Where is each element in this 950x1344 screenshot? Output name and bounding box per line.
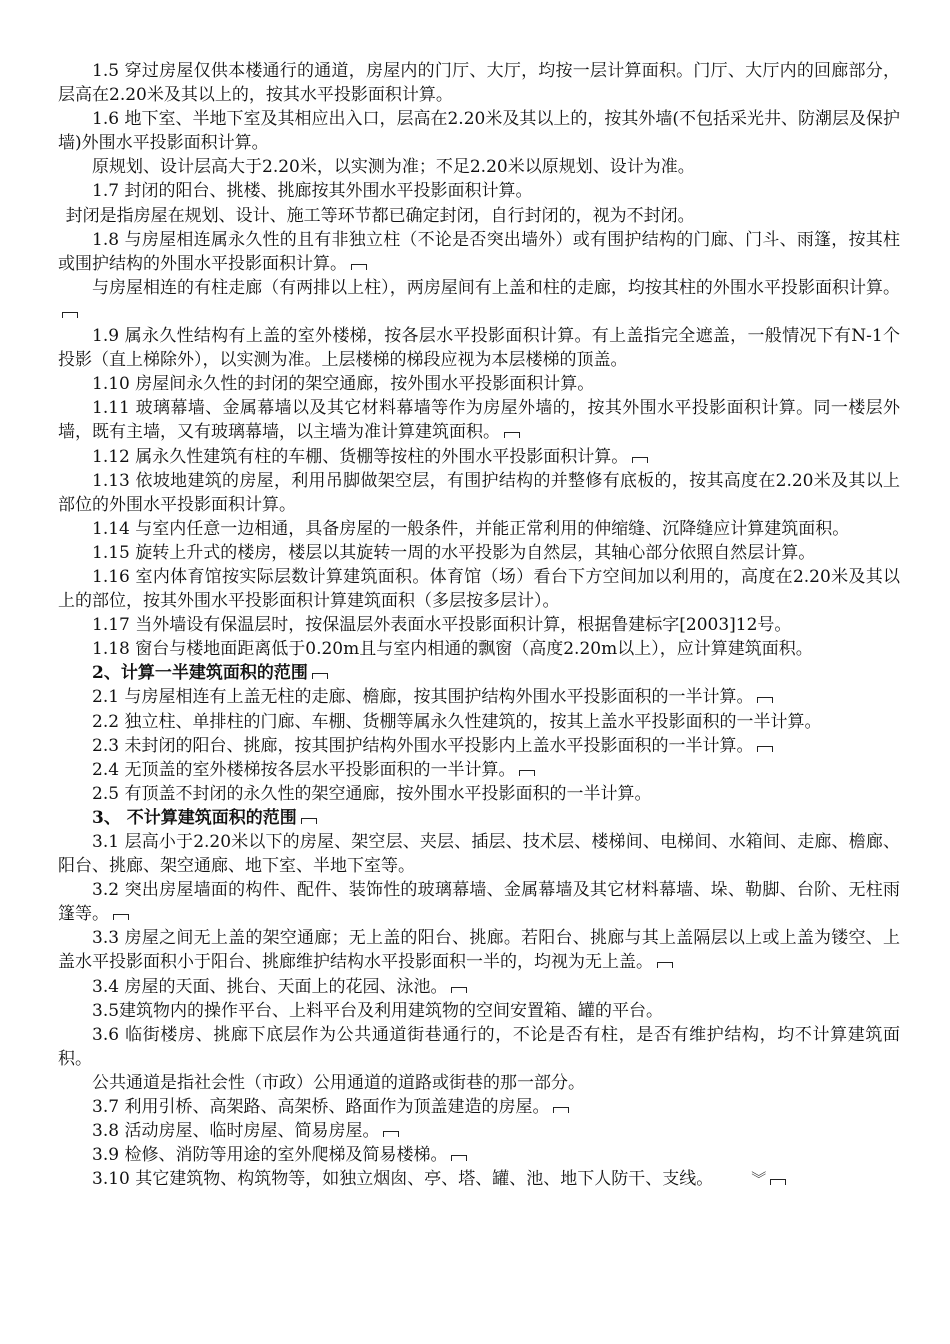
paragraph <box>58 999 900 1023</box>
paragraph <box>58 155 900 179</box>
paragraph-text: 3.2 突出房屋墙面的构件、配件、装饰性的玻璃幕墙、金属幕墙及其它材料幕墙、垛、勒脚、台阶、无柱雨篷等。 <box>58 880 900 925</box>
paragraph-text: 1.9 属永久性结构有上盖的室外楼梯，按各层水平投影面积计算。有上盖指完全遮盖，一般情况下有N-1个投影（直上梯除外），以实测为准。上层楼梯的梯段应视为本层楼梯的顶盖。 <box>58 326 900 371</box>
paragraph <box>58 830 900 878</box>
paragraph <box>58 878 900 926</box>
paragraph-text: 3.9 检修、消防等用途的室外爬梯及简易楼梯。 <box>92 1145 448 1166</box>
paragraph-mark-icon <box>301 818 317 824</box>
paragraph-mark-icon <box>553 1107 569 1113</box>
paragraph <box>58 324 900 372</box>
paragraph-mark-icon <box>113 914 129 920</box>
paragraph-text: 1.8 与房屋相连属永久性的且有非独立柱（不论是否突出墙外）或有围护结构的门廊、门斗、雨篷，按其柱或围护结构的外围水平投影面积计算。 <box>58 229 900 274</box>
paragraph <box>58 1071 900 1095</box>
paragraph-mark-icon <box>451 1155 467 1161</box>
paragraph-text: 2.4 无顶盖的室外楼梯按各层水平投影面积的一半计算。 <box>92 759 516 780</box>
paragraph-text: 2.3 未封闭的阳台、挑廊，按其围护结构外围水平投影内上盖水平投影面积的一半计算。 <box>92 735 754 756</box>
paragraph-mark-icon <box>312 673 328 679</box>
paragraph <box>58 276 900 324</box>
paragraph <box>58 541 900 565</box>
paragraph <box>58 613 900 637</box>
paragraph <box>58 685 900 709</box>
paragraph-text: 3.3 房屋之间无上盖的架空通廊；无上盖的阳台、挑廊。若阳台、挑廊与其上盖隔层以上或上盖为镂空、上盖水平投影面积小于阳台、挑廊维护结构水平投影面积一半的，均视为无上盖。 <box>58 928 900 973</box>
paragraph-mark-icon <box>62 312 78 318</box>
paragraph-text: 3.7 利用引桥、高架路、高架桥、路面作为顶盖建造的房屋。 <box>92 1097 550 1118</box>
paragraph-text: 封闭是指房屋在规划、设计、施工等环节都已确定封闭，自行封闭的，视为不封闭。 <box>65 205 695 226</box>
paragraph <box>58 204 900 228</box>
paragraph-text: 1.17 当外墙设有保温层时，按保温层外表面水平投影面积计算，根据鲁建标字[2003]12号。 <box>92 615 792 636</box>
paragraph-text: 与房屋相连的有柱走廊（有两排以上柱），两房屋间有上盖和柱的走廊，均按其柱的外围水平投影面积计算。 <box>92 277 900 298</box>
paragraph-mark-icon <box>504 432 520 438</box>
paragraph <box>58 396 900 444</box>
paragraph-text: 3.6 临街楼房、挑廊下底层作为公共通道街巷通行的，不论是否有柱，是否有维护结构，均不计算建筑面积。 <box>58 1024 900 1069</box>
paragraph-mark-icon <box>657 962 673 968</box>
paragraph <box>58 1023 900 1071</box>
paragraph-text: 2.5 有顶盖不封闭的永久性的架空通廊，按外围水平投影面积的一半计算。 <box>92 783 652 804</box>
paragraph <box>58 372 900 396</box>
paragraph <box>58 59 900 107</box>
paragraph <box>58 782 900 806</box>
paragraph-text: 1.11 玻璃幕墙、金属幕墙以及其它材料幕墙等作为房屋外墙的，按其外围水平投影面积计算。同一楼层外墙，既有主墙，又有玻璃幕墙，以主墙为准计算建筑面积。 <box>58 398 900 443</box>
paragraph-text: 1.10 房屋间永久性的封闭的架空通廊，按外围水平投影面积计算。 <box>92 374 595 395</box>
section-heading-text: 2、计算一半建筑面积的范围 <box>92 663 308 684</box>
paragraph <box>58 926 900 974</box>
paragraph <box>58 1095 900 1119</box>
paragraph <box>58 1119 900 1143</box>
paragraph-mark-icon <box>451 987 467 993</box>
paragraph-text: 3.1 层高小于2.20米以下的房屋、架空层、夹层、插层、技术层、楼梯间、电梯间、水箱间、走廊、檐廊、阳台、挑廊、架空通廊、地下室、半地下室等。 <box>58 832 900 877</box>
section-heading <box>58 806 900 830</box>
paragraph-mark-icon <box>757 697 773 703</box>
paragraph-text: 原规划、设计层高大于2.20米，以实测为准；不足2.20米以原规划、设计为准。 <box>92 157 695 178</box>
paragraph-text: 公共通道是指社会性（市政）公用通道的道路或街巷的那一部分。 <box>92 1072 585 1093</box>
paragraph <box>58 734 900 758</box>
paragraph <box>58 179 900 203</box>
paragraph-text: 2.2 独立柱、单排柱的门廊、车棚、货棚等属永久性建筑的，按其上盖水平投影面积的一半计算。 <box>92 711 822 732</box>
paragraph-mark-icon <box>519 770 535 776</box>
paragraph-text: 3.8 活动房屋、临时房屋、简易房屋。 <box>92 1121 380 1142</box>
paragraph-text: 1.15 旋转上升式的楼房，楼层以其旋转一周的水平投影为自然层，其轴心部分依照自然层计算。 <box>92 542 816 563</box>
paragraph <box>58 710 900 734</box>
paragraph-text: 1.6 地下室、半地下室及其相应出入口，层高在2.20米及其以上的，按其外墙(不包括采光井、防潮层及保护墙)外围水平投影面积计算。 <box>58 109 900 154</box>
paragraph <box>58 975 900 999</box>
paragraph-mark-icon <box>770 1179 786 1185</box>
paragraph-text: 1.14 与室内任意一边相通，具备房屋的一般条件，并能正常利用的伸缩缝、沉降缝应计算建筑面积。 <box>92 518 850 539</box>
paragraph-text: 3.10 其它建筑物、构筑物等，如独立烟囱、亭、塔、罐、池、地下人防干、支线。 <box>92 1169 714 1190</box>
paragraph-text: 3.5建筑物内的操作平台、上料平台及利用建筑物的空间安置箱、罐的平台。 <box>92 1000 664 1021</box>
paragraph-mark-icon <box>383 1131 399 1137</box>
paragraph <box>58 228 900 276</box>
paragraph <box>58 445 900 469</box>
paragraph-text: 1.7 封闭的阳台、挑楼、挑廊按其外围水平投影面积计算。 <box>92 181 533 202</box>
section-heading <box>58 661 900 685</box>
paragraph <box>58 758 900 782</box>
paragraph <box>58 517 900 541</box>
paragraph <box>58 469 900 517</box>
paragraph-mark-icon <box>351 264 367 270</box>
paragraph <box>58 565 900 613</box>
paragraph-text: 1.12 属永久性建筑有柱的车棚、货棚等按柱的外围水平投影面积计算。 <box>92 446 629 467</box>
document-body <box>58 59 900 1191</box>
section-heading-text: 3、 不计算建筑面积的范围 <box>92 807 297 828</box>
paragraph <box>58 1167 900 1191</box>
paragraph-mark-icon <box>632 457 648 463</box>
paragraph-text: 1.18 窗台与楼地面距离低于0.20m且与室内相通的飘窗（高度2.20m以上），应计算建筑面积。 <box>92 639 813 660</box>
paragraph-text: 3.4 房屋的天面、挑台、天面上的花园、泳池。 <box>92 976 448 997</box>
paragraph-text: 1.13 依坡地建筑的房屋，利用吊脚做架空层，有围护结构的并整修有底板的，按其高度在2.20米及其以上部位的外围水平投影面积计算。 <box>58 470 900 515</box>
paragraph <box>58 1143 900 1167</box>
paragraph-text: 1.16 室内体育馆按实际层数计算建筑面积。体育馆（场）看台下方空间加以利用的，高度在2.20米及其以上的部位，按其外围水平投影面积计算建筑面积（多层按多层计）。 <box>58 566 900 612</box>
paragraph-text: 2.1 与房屋相连有上盖无柱的走廊、檐廊，按其围护结构外围水平投影面积的一半计算。 <box>92 687 754 708</box>
paragraph-mark-icon <box>757 746 773 752</box>
paragraph-text: 1.5 穿过房屋仅供本楼通行的通道，房屋内的门厅、大厅，均按一层计算面积。门厅、大厅内的回廊部分，层高在2.20米及其以上的，按其水平投影面积计算。 <box>58 61 900 106</box>
double-chevron-icon: ︾ <box>751 1170 767 1189</box>
paragraph <box>58 107 900 155</box>
paragraph <box>58 637 900 661</box>
